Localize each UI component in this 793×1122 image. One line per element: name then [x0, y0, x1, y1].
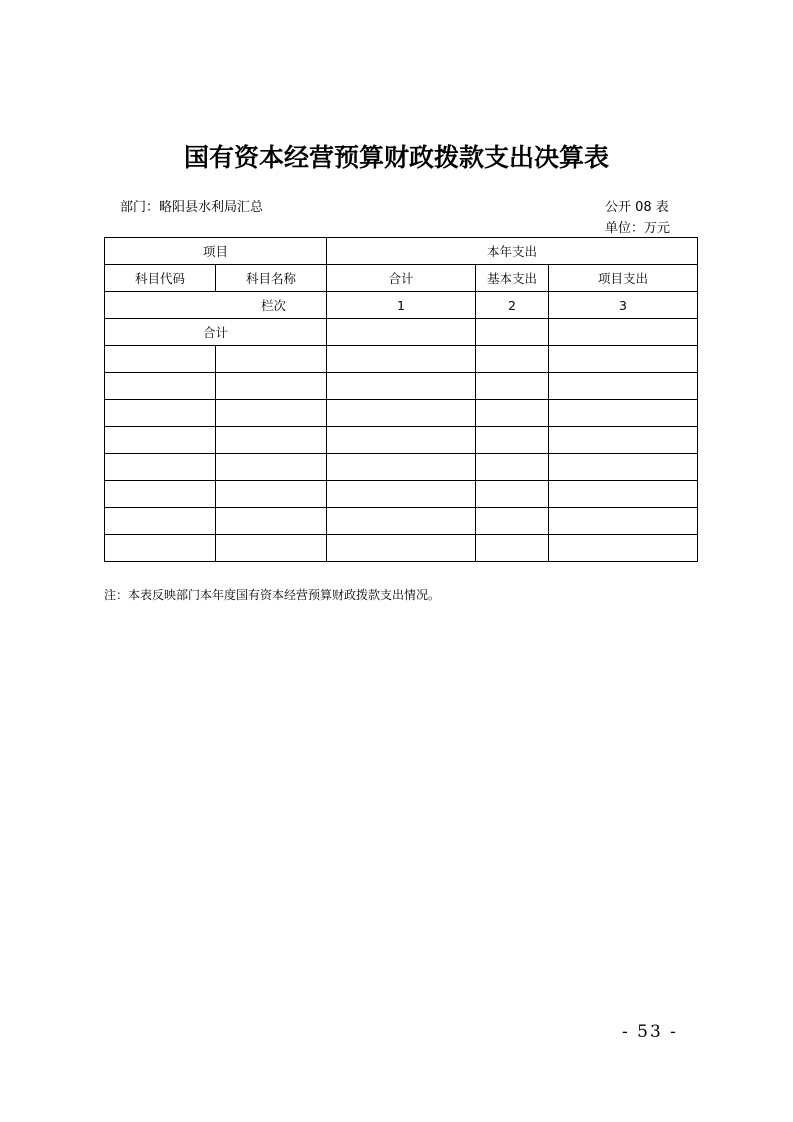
table-row	[105, 400, 698, 427]
table-row	[105, 373, 698, 400]
unit-label: 单位：万元	[605, 221, 671, 236]
cell-total	[327, 481, 476, 508]
group-header-current-year-expense: 本年支出	[327, 238, 698, 265]
cell-subject-name	[216, 400, 327, 427]
cell-project-expense	[549, 400, 698, 427]
table-note: 注：本表反映部门本年度国有资本经营预算财政拨款支出情况。	[104, 588, 441, 602]
column-header-row	[105, 265, 698, 292]
cell-basic-expense	[476, 535, 549, 562]
cell-total	[327, 535, 476, 562]
group-header-row	[105, 238, 698, 265]
department-label: 部门：略阳县水利局汇总	[120, 200, 264, 215]
column-number-1: 1	[327, 292, 476, 319]
column-header-project-expense: 项目支出	[549, 265, 698, 292]
column-header-basic-expense: 基本支出	[476, 265, 549, 292]
table-row	[105, 481, 698, 508]
cell-basic-expense	[476, 427, 549, 454]
column-number-2: 2	[476, 292, 549, 319]
cell-total	[327, 427, 476, 454]
form-number: 公开 08 表	[605, 200, 669, 215]
column-header-subject-name: 科目名称	[216, 265, 327, 292]
cell-subject-code	[105, 427, 216, 454]
column-header-total: 合计	[327, 265, 476, 292]
cell-subject-name	[216, 346, 327, 373]
total-row-basic-expense	[476, 319, 549, 346]
group-header-item: 项目	[105, 238, 327, 265]
cell-total	[327, 508, 476, 535]
cell-project-expense	[549, 508, 698, 535]
cell-basic-expense	[476, 481, 549, 508]
cell-basic-expense	[476, 454, 549, 481]
cell-subject-name	[216, 427, 327, 454]
cell-subject-code	[105, 346, 216, 373]
table-row	[105, 346, 698, 373]
cell-subject-name	[216, 508, 327, 535]
table-row	[105, 427, 698, 454]
cell-subject-name	[216, 535, 327, 562]
cell-project-expense	[549, 454, 698, 481]
table-row	[105, 454, 698, 481]
cell-subject-name	[216, 481, 327, 508]
cell-basic-expense	[476, 508, 549, 535]
total-row	[105, 319, 698, 346]
total-row-total	[327, 319, 476, 346]
cell-subject-code	[105, 481, 216, 508]
page-title: 国有资本经营预算财政拨款支出决算表	[183, 143, 609, 172]
cell-subject-code	[105, 400, 216, 427]
cell-project-expense	[549, 427, 698, 454]
total-row-project-expense	[549, 319, 698, 346]
cell-basic-expense	[476, 400, 549, 427]
cell-subject-code	[105, 373, 216, 400]
cell-project-expense	[549, 373, 698, 400]
cell-total	[327, 346, 476, 373]
cell-total	[327, 454, 476, 481]
cell-project-expense	[549, 346, 698, 373]
cell-project-expense	[549, 481, 698, 508]
cell-subject-code	[105, 535, 216, 562]
cell-subject-code	[105, 508, 216, 535]
table-row	[105, 508, 698, 535]
column-number-row	[105, 292, 698, 319]
column-header-subject-code: 科目代码	[105, 265, 216, 292]
cell-total	[327, 373, 476, 400]
cell-basic-expense	[476, 373, 549, 400]
cell-project-expense	[549, 535, 698, 562]
column-number-label: 栏次	[105, 292, 327, 319]
cell-subject-code	[105, 454, 216, 481]
cell-basic-expense	[476, 346, 549, 373]
cell-subject-name	[216, 454, 327, 481]
page-number: - 53 -	[622, 1022, 678, 1042]
cell-subject-name	[216, 373, 327, 400]
table-row	[105, 535, 698, 562]
total-row-label: 合计	[105, 319, 327, 346]
expense-table	[104, 237, 698, 562]
cell-total	[327, 400, 476, 427]
column-number-3: 3	[549, 292, 698, 319]
